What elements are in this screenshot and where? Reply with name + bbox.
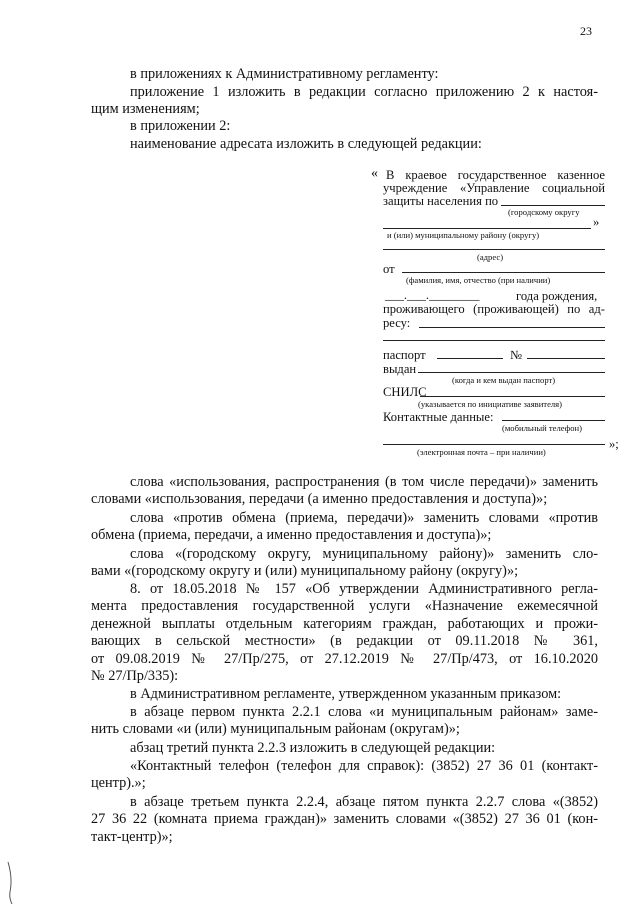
- intro-line-2: приложение 1 изложить в редакции согласно приложению 2 к настоя-: [130, 84, 598, 100]
- body-p1-line-2: словами «использования, передачи (а именно предоставления и доступа)»;: [91, 491, 548, 507]
- form-line-snils: [420, 396, 605, 397]
- page-number: 23: [580, 24, 592, 38]
- form-caption-okrug: (городскому округу: [508, 207, 580, 217]
- body-p8-line-1: «Контактный телефон (телефон для справок): (3852) 27 36 01 (контакт-: [130, 758, 598, 774]
- body-p3-line-2: вами «(городскому округу и (или) муниципальному району (округу)»;: [91, 563, 519, 579]
- body-p6-line-2: нить словами «и (или) муниципальным районам (округам)»;: [91, 721, 460, 737]
- body-p6-line-1: в абзаце первом пункта 2.2.1 слова «и муниципальным районам» заме-: [130, 704, 598, 720]
- body-p2-line-2: обмена (приема, передачи, а именно предоставления и доступа)»;: [91, 527, 492, 543]
- intro-line-5: наименование адресата изложить в следующей редакции:: [130, 136, 482, 152]
- body-p4-line-2: мента предоставления государственной услуги «Назначение ежемесячной: [91, 598, 598, 614]
- form-label-residing-1: проживающего (проживающей) по ад-: [383, 302, 605, 316]
- form-label-ot: от: [383, 262, 395, 276]
- form-caption-mun: и (или) муниципальному району (округу): [387, 230, 540, 240]
- form-open-quote: «: [371, 166, 378, 181]
- form-address-line-2: учреждение «Управление социальной: [383, 181, 605, 195]
- form-caption-snils: (указывается по инициативе заявителя): [418, 399, 562, 409]
- form-label-birth: года рождения,: [516, 289, 598, 303]
- form-address-line-3: защиты населения по: [383, 194, 499, 208]
- form-label-passport-no: №: [510, 348, 523, 362]
- form-caption-vydan: (когда и кем выдан паспорт): [452, 375, 556, 385]
- intro-line-3: щим изменениям;: [91, 101, 200, 117]
- form-label-vydan: выдан: [383, 362, 417, 376]
- form-line-fio: [402, 272, 605, 273]
- form-line-residence: [419, 327, 605, 328]
- form-label-residing-2: ресу:: [383, 316, 411, 330]
- form-caption-fio: (фамилия, имя, отчество (при наличии): [406, 275, 551, 285]
- body-p4-line-5: от 09.08.2019 № 27/Пр/275, от 27.12.2019 № 27/Пр/473, от 16.10.2020: [91, 651, 598, 667]
- form-line-okrug: [501, 205, 605, 206]
- form-line-passport-no: [527, 358, 605, 359]
- form-label-contacts: Контактные данные:: [383, 410, 494, 424]
- form-label-passport: паспорт: [383, 348, 426, 362]
- intro-line-1: в приложениях к Административному регламенту:: [130, 66, 439, 82]
- body-p4-line-1: 8. от 18.05.2018 № 157 «Об утверждении Административного регла-: [130, 581, 598, 597]
- body-p9-line-1: в абзаце третьем пункта 2.2.4, абзаце пятом пункта 2.2.7 слова «(3852): [130, 794, 598, 810]
- scan-edge-mark: [6, 862, 14, 904]
- body-p4-line-3: денежной выплаты отдельным категориям граждан, работающих и прожи-: [91, 616, 598, 632]
- body-p7: абзац третий пункта 2.2.3 изложить в следующей редакции:: [130, 740, 496, 756]
- form-caption-addr: (адрес): [477, 252, 504, 262]
- form-address-line-1: В краевое государственное казенное: [386, 168, 605, 182]
- body-p4-line-6: № 27/Пр/335):: [91, 668, 179, 684]
- body-p9-line-3: такт-центр)»;: [91, 829, 173, 845]
- form-line-addr: [383, 249, 605, 250]
- body-p8-line-2: центр).»;: [91, 775, 146, 791]
- form-line-residence-2: [383, 340, 605, 341]
- form-label-snils: СНИЛС: [383, 385, 427, 399]
- body-p5: в Административном регламенте, утвержденном указанным приказом:: [130, 686, 562, 702]
- form-line-vydan: [418, 372, 605, 373]
- form-caption-email: (электронная почта – при наличии): [417, 447, 546, 457]
- body-p3-line-1: слова «(городскому округу, муниципальному району)» заменить сло-: [130, 546, 598, 562]
- body-p2-line-1: слова «против обмена (приема, передачи)» заменить словами «против: [130, 510, 598, 526]
- body-p1-line-1: слова «использования, распространения (в том числе передачи)» заменить: [130, 474, 598, 490]
- body-p4-line-4: вающих в сельской местности» (в редакции от 09.11.2018 № 361,: [91, 633, 598, 649]
- form-birth-date: ___.___.________: [385, 288, 480, 302]
- intro-line-4: в приложении 2:: [130, 118, 231, 134]
- form-line-passport-series: [437, 358, 503, 359]
- form-close-quote: »: [593, 215, 600, 229]
- form-caption-phone: (мобильный телефон): [502, 423, 582, 433]
- form-line-email: [383, 444, 605, 445]
- form-end-mark: »;: [609, 437, 619, 451]
- form-line-phone: [502, 420, 605, 421]
- body-p9-line-2: 27 36 22 (комната приема граждан)» заменить словами «(3852) 27 36 01 (кон-: [91, 811, 598, 827]
- form-line-mun: [383, 228, 591, 229]
